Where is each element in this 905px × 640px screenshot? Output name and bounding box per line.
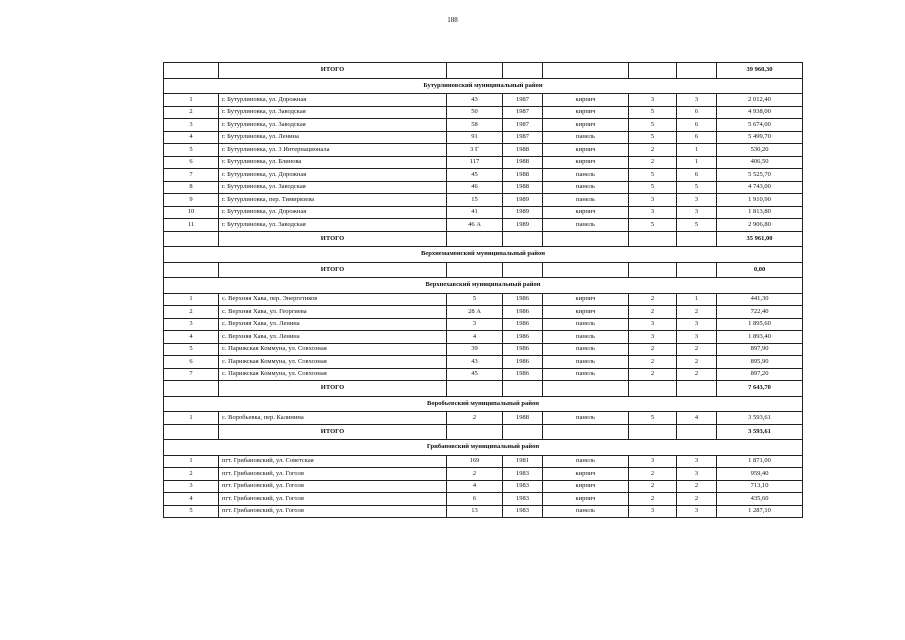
table-row [164, 181, 803, 194]
table-cell: 7 [164, 169, 219, 182]
table-cell: 3 [629, 194, 677, 207]
table-cell: 5 [629, 219, 677, 232]
table-cell: кирпич [543, 156, 629, 169]
table-cell: кирпич [543, 306, 629, 319]
empty-cell [503, 231, 543, 247]
table-cell: 8 [164, 181, 219, 194]
table-cell: панель [543, 505, 629, 518]
table-cell: 43 [447, 94, 503, 107]
table-cell: 15 [447, 194, 503, 207]
empty-cell [503, 262, 543, 278]
table-cell: 2 [629, 343, 677, 356]
table-cell: кирпич [543, 119, 629, 132]
table-cell: 169 [447, 455, 503, 468]
table-cell: 6 [677, 119, 717, 132]
empty-cell [164, 262, 219, 278]
table-cell: 3 [629, 331, 677, 344]
table-cell: 46 [447, 181, 503, 194]
table-cell: с. Верхняя Хава, ул. Георгиева [219, 306, 447, 319]
table-cell: 3 [629, 206, 677, 219]
table-cell: 4 938,00 [717, 106, 803, 119]
table-cell: 4 [447, 331, 503, 344]
table-cell: г. Бутурлиновка, ул. Заводская [219, 219, 447, 232]
table-cell: 3 [677, 194, 717, 207]
table-row [164, 468, 803, 481]
table-cell: 1 [164, 455, 219, 468]
table-cell: 1 871,00 [717, 455, 803, 468]
table-cell: 4 [677, 412, 717, 425]
empty-cell [164, 424, 219, 440]
empty-cell [629, 63, 677, 79]
table-row [164, 206, 803, 219]
table-cell: 2 [629, 356, 677, 369]
total-label: ИТОГО [219, 262, 447, 278]
table-cell: 1987 [503, 106, 543, 119]
region-name: Верхнехавский муниципальный район [164, 278, 803, 294]
table-cell: 2 [677, 493, 717, 506]
region-header-row [164, 278, 803, 294]
table-cell: 3 [629, 455, 677, 468]
table-cell: 117 [447, 156, 503, 169]
page-number: 188 [447, 16, 458, 24]
table-row [164, 169, 803, 182]
table-cell: 28 А [447, 306, 503, 319]
table-cell: 5 674,00 [717, 119, 803, 132]
table-cell: кирпич [543, 493, 629, 506]
table-cell: 2 [677, 343, 717, 356]
table-cell: 1983 [503, 505, 543, 518]
table-cell: кирпич [543, 468, 629, 481]
table-cell: 45 [447, 169, 503, 182]
empty-cell [447, 63, 503, 79]
table-cell: 1989 [503, 206, 543, 219]
total-value: 3 593,61 [717, 424, 803, 440]
region-name: Бутурлиновский муниципальный район [164, 78, 803, 94]
empty-cell [543, 381, 629, 397]
table-cell: 3 Г [447, 144, 503, 157]
table-cell: 713,10 [717, 480, 803, 493]
table-cell: 3 [164, 480, 219, 493]
table-cell: 9 [164, 194, 219, 207]
empty-cell [543, 262, 629, 278]
empty-cell [164, 63, 219, 79]
table-cell: г. Бутурлиновка, ул. Дорожная [219, 169, 447, 182]
table-cell: 2 [164, 106, 219, 119]
table-cell: 6 [164, 356, 219, 369]
table-cell: 5 525,70 [717, 169, 803, 182]
table-cell: кирпич [543, 206, 629, 219]
table-cell: 46 А [447, 219, 503, 232]
table-cell: с. Парижская Коммуна, ул. Совхозная [219, 343, 447, 356]
region-header-row [164, 396, 803, 412]
table-cell: 1988 [503, 156, 543, 169]
table-cell: г. Бутурлиновка, ул. Блинова [219, 156, 447, 169]
empty-cell [629, 262, 677, 278]
table-cell: 1 [677, 156, 717, 169]
table-cell: 3 [629, 94, 677, 107]
table-cell: 3 [629, 318, 677, 331]
table-cell: 58 [447, 119, 503, 132]
table-cell: 3 [677, 468, 717, 481]
table-cell: 3 [629, 505, 677, 518]
table-cell: г. Бутурлиновка, ул. 3 Интернационала [219, 144, 447, 157]
table-cell: г. Бутурлиновка, ул. Заводская [219, 119, 447, 132]
table-cell: 6 [447, 493, 503, 506]
table-cell: 3 [164, 119, 219, 132]
table-cell: 1 893,40 [717, 331, 803, 344]
table-cell: 1986 [503, 306, 543, 319]
table-cell: панель [543, 219, 629, 232]
table-cell: панель [543, 318, 629, 331]
table-cell: 5 [164, 144, 219, 157]
table-cell: кирпич [543, 144, 629, 157]
table-cell: 11 [164, 219, 219, 232]
table-row [164, 293, 803, 306]
table-row [164, 356, 803, 369]
table-cell: 50 [447, 106, 503, 119]
table-row [164, 368, 803, 381]
table-cell: 4 [164, 331, 219, 344]
table-cell: пгт. Грибановский, ул. Гоголя [219, 468, 447, 481]
table-cell: кирпич [543, 293, 629, 306]
table-row [164, 343, 803, 356]
table-cell: г. Бутурлиновка, ул. Ленина [219, 131, 447, 144]
table-cell: 1988 [503, 169, 543, 182]
empty-cell [629, 231, 677, 247]
table-cell: 2 [677, 306, 717, 319]
table-row [164, 144, 803, 157]
table-row [164, 94, 803, 107]
table-cell: 441,30 [717, 293, 803, 306]
table-cell: 6 [677, 106, 717, 119]
table-cell: пгт. Грибановский, ул. Советская [219, 455, 447, 468]
table-row [164, 331, 803, 344]
table-cell: 39 [447, 343, 503, 356]
table-row [164, 219, 803, 232]
table-cell: панель [543, 343, 629, 356]
table-cell: 435,60 [717, 493, 803, 506]
total-value: 39 960,30 [717, 63, 803, 79]
table-cell: 4 [164, 131, 219, 144]
total-row [164, 262, 803, 278]
table-cell: 1986 [503, 318, 543, 331]
empty-cell [629, 381, 677, 397]
table-cell: панель [543, 331, 629, 344]
table-cell: 2 [629, 156, 677, 169]
empty-cell [164, 381, 219, 397]
empty-cell [543, 424, 629, 440]
table-cell: 2 [677, 368, 717, 381]
table-cell: 722,40 [717, 306, 803, 319]
table-cell: 5 [629, 181, 677, 194]
table-cell: 45 [447, 368, 503, 381]
table-cell: 3 [677, 331, 717, 344]
table-cell: 3 [447, 318, 503, 331]
table-cell: 1987 [503, 94, 543, 107]
table-cell: панель [543, 455, 629, 468]
table-cell: 1 287,10 [717, 505, 803, 518]
empty-cell [503, 63, 543, 79]
table-cell: 1987 [503, 119, 543, 132]
table-cell: 2 [629, 293, 677, 306]
table-cell: 1987 [503, 131, 543, 144]
empty-cell [543, 63, 629, 79]
table-cell: с. Парижская Коммуна, ул. Совхозная [219, 356, 447, 369]
table-cell: 5 499,70 [717, 131, 803, 144]
table-cell: 5 [164, 505, 219, 518]
table-cell: 1986 [503, 356, 543, 369]
empty-cell [503, 424, 543, 440]
total-label: ИТОГО [219, 424, 447, 440]
table-cell: 5 [677, 181, 717, 194]
table-cell: 43 [447, 356, 503, 369]
total-row [164, 381, 803, 397]
empty-cell [677, 381, 717, 397]
table-cell: 2 [447, 468, 503, 481]
table-cell: 6 [164, 156, 219, 169]
table-cell: с. Верхняя Хава, ул. Ленина [219, 331, 447, 344]
total-row [164, 63, 803, 79]
empty-cell [677, 262, 717, 278]
table-cell: 1988 [503, 181, 543, 194]
empty-cell [447, 381, 503, 397]
table-cell: 1989 [503, 219, 543, 232]
table-cell: 3 [677, 455, 717, 468]
table-row [164, 119, 803, 132]
table-cell: 1 910,90 [717, 194, 803, 207]
table-cell: 530,20 [717, 144, 803, 157]
housing-table [163, 62, 803, 518]
table-cell: 1 [164, 94, 219, 107]
table-cell: 2 [677, 480, 717, 493]
table-cell: 10 [164, 206, 219, 219]
table-cell: 3 [677, 505, 717, 518]
table-cell: 1986 [503, 293, 543, 306]
table-cell: 5 [677, 219, 717, 232]
table-cell: 2 [629, 368, 677, 381]
table-row [164, 106, 803, 119]
empty-cell [447, 424, 503, 440]
table-cell: 5 [629, 412, 677, 425]
table-cell: 4 743,00 [717, 181, 803, 194]
table-cell: 6 [677, 169, 717, 182]
table-cell: 1 [677, 144, 717, 157]
total-value: 7 643,70 [717, 381, 803, 397]
table-cell: г. Бутурлиновка, ул. Дорожная [219, 206, 447, 219]
total-label: ИТОГО [219, 231, 447, 247]
table-cell: 2 012,40 [717, 94, 803, 107]
table-cell: с. Верхняя Хава, ул. Ленина [219, 318, 447, 331]
table-cell: с. Парижская Коммуна, ул. Совхозная [219, 368, 447, 381]
table-row [164, 412, 803, 425]
table-row [164, 194, 803, 207]
table-cell: 1 [677, 293, 717, 306]
region-name: Верхнемамонский муниципальный район [164, 247, 803, 263]
table-row [164, 505, 803, 518]
table-cell: г. Бутурлиновка, пер. Тимирязева [219, 194, 447, 207]
table-cell: 895,90 [717, 356, 803, 369]
table-row [164, 318, 803, 331]
table-cell: 5 [164, 343, 219, 356]
empty-cell [164, 231, 219, 247]
table-cell: 3 [677, 318, 717, 331]
table-cell: 1988 [503, 412, 543, 425]
total-row [164, 424, 803, 440]
table-cell: 5 [447, 293, 503, 306]
table-cell: 3 [677, 94, 717, 107]
region-header-row [164, 440, 803, 456]
table-cell: 2 [447, 412, 503, 425]
table-cell: 5 [629, 106, 677, 119]
table-cell: 4 [447, 480, 503, 493]
table-cell: 5 [629, 169, 677, 182]
total-label: ИТОГО [219, 381, 447, 397]
table-cell: 897,90 [717, 343, 803, 356]
table-cell: пгт. Грибановский, ул. Гоголя [219, 480, 447, 493]
table-cell: панель [543, 131, 629, 144]
table-cell: панель [543, 412, 629, 425]
empty-cell [677, 424, 717, 440]
table-cell: панель [543, 181, 629, 194]
table-cell: 1983 [503, 480, 543, 493]
table-cell: панель [543, 356, 629, 369]
table-cell: 1 813,80 [717, 206, 803, 219]
table-cell: 1988 [503, 144, 543, 157]
table-cell: 41 [447, 206, 503, 219]
table-row [164, 131, 803, 144]
table-cell: панель [543, 169, 629, 182]
total-label: ИТОГО [219, 63, 447, 79]
table-cell: 6 [677, 131, 717, 144]
table-cell: 5 [629, 119, 677, 132]
empty-cell [629, 424, 677, 440]
empty-cell [677, 231, 717, 247]
table-cell: г. Бутурлиновка, ул. Заводская [219, 181, 447, 194]
table-cell: 3 593,61 [717, 412, 803, 425]
table-cell: кирпич [543, 480, 629, 493]
table-cell: 959,40 [717, 468, 803, 481]
table-cell: г. Бутурлиновка, ул. Дорожная [219, 94, 447, 107]
region-name: Воробьевский муниципальный район [164, 396, 803, 412]
table-cell: 91 [447, 131, 503, 144]
table-cell: пгт. Грибановский, ул. Гоголя [219, 505, 447, 518]
table-cell: 2 [629, 493, 677, 506]
table-cell: 1981 [503, 455, 543, 468]
table-cell: 2 [164, 306, 219, 319]
table-row [164, 455, 803, 468]
table-cell: пгт. Грибановский, ул. Гоголя [219, 493, 447, 506]
table-row [164, 493, 803, 506]
table-cell: кирпич [543, 106, 629, 119]
table-cell: 2 [629, 144, 677, 157]
table-cell: 2 [629, 468, 677, 481]
table-cell: 13 [447, 505, 503, 518]
table-cell: 1986 [503, 331, 543, 344]
empty-cell [447, 262, 503, 278]
table-cell: 2 906,80 [717, 219, 803, 232]
table-cell: кирпич [543, 94, 629, 107]
region-name: Грибановский муниципальный район [164, 440, 803, 456]
table-cell: 2 [164, 468, 219, 481]
table-cell: 3 [677, 206, 717, 219]
table-cell: панель [543, 194, 629, 207]
table-cell: 1983 [503, 493, 543, 506]
total-value: 0,00 [717, 262, 803, 278]
empty-cell [503, 381, 543, 397]
table-cell: с. Верхняя Хава, пер. Энергетиков [219, 293, 447, 306]
table-cell: 2 [629, 306, 677, 319]
total-value: 35 961,00 [717, 231, 803, 247]
empty-cell [677, 63, 717, 79]
table-cell: 897,20 [717, 368, 803, 381]
table-cell: 1989 [503, 194, 543, 207]
table-cell: г. Бутурлиновка, ул. Заводская [219, 106, 447, 119]
table-cell: 4 [164, 493, 219, 506]
table-row [164, 306, 803, 319]
table-cell: 1 [164, 412, 219, 425]
table-cell: 1983 [503, 468, 543, 481]
table-row [164, 156, 803, 169]
table-row [164, 480, 803, 493]
table-cell: 7 [164, 368, 219, 381]
total-row [164, 231, 803, 247]
empty-cell [447, 231, 503, 247]
table-cell: 406,50 [717, 156, 803, 169]
table-cell: 1 895,60 [717, 318, 803, 331]
table-cell: 3 [164, 318, 219, 331]
table-cell: 5 [629, 131, 677, 144]
table-cell: 1986 [503, 343, 543, 356]
table-cell: 2 [629, 480, 677, 493]
table-cell: 2 [677, 356, 717, 369]
table-cell: 1 [164, 293, 219, 306]
table-cell: 1986 [503, 368, 543, 381]
table-cell: с. Воробьевка, пер. Калинина [219, 412, 447, 425]
empty-cell [543, 231, 629, 247]
region-header-row [164, 78, 803, 94]
region-header-row [164, 247, 803, 263]
table-cell: панель [543, 368, 629, 381]
